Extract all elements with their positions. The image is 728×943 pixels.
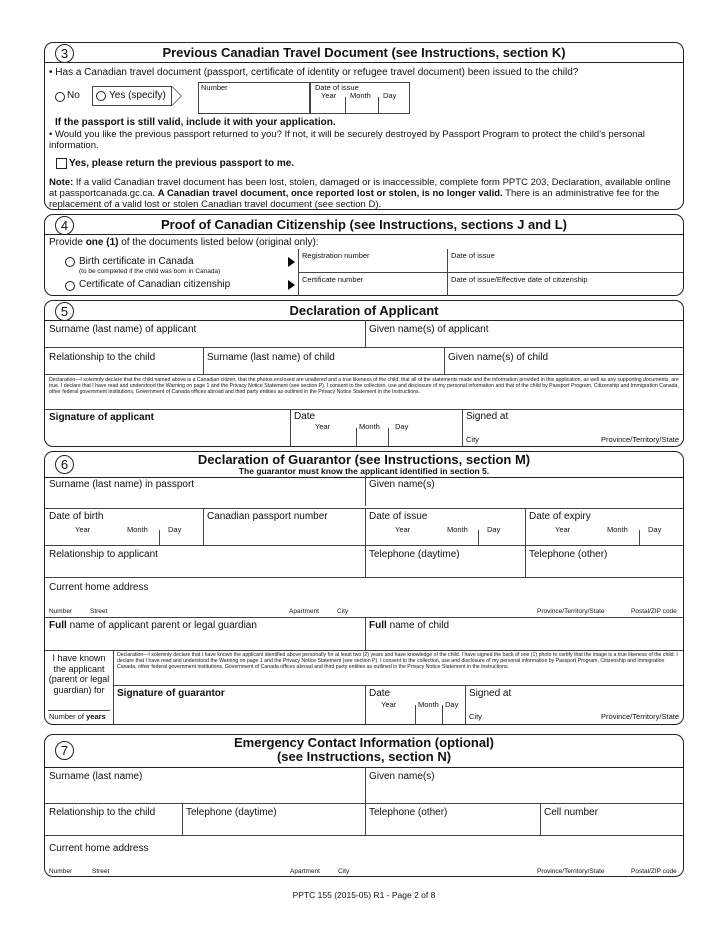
section-5-header: [45, 301, 683, 321]
date-divider: [345, 97, 346, 114]
citizenship-date-label[interactable]: Date of issue/Effective date of citizenship: [451, 275, 588, 284]
s5-row-divider: [45, 409, 683, 410]
year-label: Year: [315, 422, 331, 431]
citizenship-certificate-label: Certificate of Canadian citizenship: [79, 279, 231, 290]
addr-city-label: City: [337, 608, 349, 615]
yes-radio[interactable]: [96, 91, 106, 101]
years-pre: Number of: [49, 712, 85, 721]
year-label: Year: [555, 525, 571, 534]
s5-divider: [462, 409, 463, 447]
relationship-field[interactable]: Relationship to the child: [49, 352, 156, 363]
section-proof-of-citizenship: [44, 214, 684, 296]
note-text: If a valid Canadian travel document has been lost, stolen, damaged or is inaccessible, complete form PPTC 203, Declaration, available online at passportcanada.gc.ca.: [49, 177, 671, 199]
number-of-years-field[interactable]: [49, 712, 106, 721]
date-of-issue-label: Date of issue: [315, 83, 359, 92]
birth-arrow-icon: [288, 257, 295, 267]
note-label: Note:: [49, 177, 74, 188]
date-divider: [478, 530, 479, 545]
applicant-declaration-text: Declaration—I solemnly declare that the child named above is a Canadian citizen, that the photos enclosed are unaltered and a true likeness of the child, that all of the statements made and the information provided in this application, as well as any supporting documents, are true. I declare that I have read and understood the Warning on page 1 and the Privacy Notice Statement (see section P). I consent to the collection, use and disclosure of my personal information and that of the child by Passport Program, Citizenship and Immigration Canada, other federal government institutions, Government of Canada offices abroad and third party entities as outlined in the Privacy Notice Statement in the Instructions.: [49, 377, 679, 396]
section-4-title: Proof of Canadian Citizenship (see Instructions, sections J and L): [161, 217, 567, 232]
section-6-subtitle: The guarantor must know the applicant identified in section 5.: [238, 466, 490, 476]
s6-divider: [365, 617, 366, 650]
s6-row-divider: [113, 685, 683, 686]
applicant-surname-field[interactable]: Surname (last name) of applicant: [49, 324, 197, 335]
number-label: Number: [201, 83, 228, 92]
certificate-number-label[interactable]: Certificate number: [302, 275, 364, 284]
birth-certificate-radio[interactable]: [65, 257, 75, 267]
city-label: City: [469, 712, 482, 721]
day-label: Day: [648, 525, 662, 534]
passport-number-field[interactable]: Canadian passport number: [207, 511, 328, 522]
guarantor-issue-date-field[interactable]: Date of issue: [369, 511, 428, 522]
year-label: Year: [321, 91, 337, 100]
citizenship-arrow-icon: [288, 280, 295, 290]
return-passport-checkbox[interactable]: [56, 158, 67, 169]
month-label: Month: [350, 91, 371, 100]
month-label: Month: [447, 525, 468, 534]
guarantor-tel-day-field[interactable]: Telephone (daytime): [369, 549, 460, 560]
section-6-number: 6: [55, 455, 74, 474]
s7-divider: [365, 767, 366, 803]
birth-date-of-issue-label[interactable]: Date of issue: [451, 251, 495, 260]
s7-row-divider: [45, 803, 683, 804]
date-divider: [639, 530, 640, 545]
birth-certificate-label: Birth certificate in Canada: [79, 256, 194, 267]
city-label: City: [466, 435, 479, 444]
parent-full-name-field[interactable]: [49, 620, 257, 631]
month-label: Month: [418, 700, 439, 709]
year-label: Year: [395, 525, 411, 534]
s5-divider: [203, 347, 204, 374]
addr-street-label: Street: [92, 868, 110, 875]
section-7-subtitle: (see Instructions, section N): [276, 749, 452, 764]
section-7-number: 7: [55, 741, 74, 760]
s6-row-divider: [45, 650, 683, 651]
contact-address-field[interactable]: Current home address: [49, 843, 149, 854]
provide-post: of the documents listed below (original only):: [121, 237, 319, 248]
contact-tel-day-field[interactable]: Telephone (daytime): [186, 807, 277, 818]
s7-row-divider: [45, 835, 683, 836]
lost-passport-note: [49, 177, 681, 210]
guarantor-address-field[interactable]: Current home address: [49, 582, 149, 593]
guarantor-signature-field[interactable]: Signature of guarantor: [117, 688, 225, 699]
section-6-title: Declaration of Guarantor (see Instructions, section M): [197, 452, 531, 467]
child-surname-field[interactable]: Surname (last name) of child: [207, 352, 335, 363]
yes-pointer-inner: [172, 87, 181, 105]
addr-street-label: Street: [90, 608, 108, 615]
return-passport-label: Yes, please return the previous passport to me.: [69, 158, 295, 169]
s6-divider: [365, 508, 366, 545]
s6-divider: [525, 508, 526, 545]
day-label: Day: [168, 525, 182, 534]
month-label: Month: [359, 422, 380, 431]
section-3-number: 3: [55, 44, 74, 63]
section-3-header: [45, 43, 683, 63]
provide-instruction: [49, 237, 319, 248]
s7-divider: [182, 803, 183, 835]
parent-bold: Full: [49, 620, 67, 631]
s6-row-divider: [45, 617, 683, 618]
s6-divider: [525, 545, 526, 577]
years-bold: years: [86, 712, 106, 721]
addr-number-label: Number: [49, 868, 73, 875]
applicant-signature-field[interactable]: Signature of applicant: [49, 412, 155, 423]
date-divider: [388, 428, 389, 447]
parent-rest: name of applicant parent or legal guardian: [69, 620, 257, 631]
birth-certificate-note: (to be completed if the child was born in Canada): [79, 268, 221, 275]
day-label: Day: [395, 422, 409, 431]
no-label: No: [67, 90, 80, 101]
date-divider: [415, 705, 416, 725]
guarantor-declaration-text: Declaration—I solemnly declare that I have known the applicant identified above personally for at least two (2) years and have knowledge of the child. I have signed the back of one (1) photo to certify that the image is a true likeness of the child. I declare that I have read and understood the Warning on page 1 and the Privacy Notice Statement (see section P). I consent to the collection, use and disclosure of my personal information by Passport Program, Citizenship and Immigration Canada, other federal government institutions, Government of Canada offices abroad and third party entities as outlined in the Privacy Notice Statement in the Instructions.: [117, 652, 678, 671]
known-applicant-label: I have known the applicant (parent or legal guardian) for: [48, 653, 110, 695]
years-line: [48, 710, 110, 711]
guarantor-dob-field[interactable]: Date of birth: [49, 511, 104, 522]
s5-divider: [290, 409, 291, 447]
month-label: Month: [607, 525, 628, 534]
s7-divider: [365, 803, 366, 835]
section-declaration-of-guarantor: [44, 451, 684, 725]
guarantor-signed-at-field[interactable]: Signed at: [469, 688, 512, 699]
addr-city-label: City: [338, 868, 350, 875]
day-label: Day: [487, 525, 501, 534]
day-label: Day: [445, 700, 459, 709]
section-5-title: Declaration of Applicant: [289, 303, 439, 318]
addr-apartment-label: Apartment: [289, 608, 319, 615]
return-question: • Would you like the previous passport returned to you? If not, it will be securely destroyed by Passport Program to protect the child's personal information.: [49, 129, 645, 151]
s7-divider: [540, 803, 541, 835]
s6-divider: [465, 685, 466, 725]
return-question-text: Would you like the previous passport returned to you? If not, it will be securely destroyed by Passport Program to protect the child's personal information.: [49, 129, 645, 151]
addr-province-label: Province/Territory/State: [537, 868, 605, 875]
section-previous-travel-document: [44, 42, 684, 210]
s5-divider: [444, 347, 445, 374]
guarantor-tel-other-field[interactable]: Telephone (other): [529, 549, 608, 560]
s6-divider: [365, 545, 366, 577]
province-label: Province/Territory/State: [601, 435, 679, 444]
citizenship-certificate-radio[interactable]: [65, 281, 75, 291]
contact-cell-field[interactable]: Cell number: [544, 807, 598, 818]
addr-number-label: Number: [49, 608, 73, 615]
section-emergency-contact: [44, 734, 684, 877]
provide-bold: one (1): [85, 237, 119, 248]
s6-row-divider: [45, 577, 683, 578]
note-bold-text: A Canadian travel document, once reported lost or stolen, is no longer valid.: [157, 188, 503, 199]
s5-row-divider: [45, 347, 683, 348]
contact-tel-other-field[interactable]: Telephone (other): [369, 807, 448, 818]
applicant-signed-at-field[interactable]: Signed at: [466, 411, 509, 422]
guarantor-expiry-date-field[interactable]: Date of expiry: [529, 511, 591, 522]
provide-pre: Provide: [49, 237, 83, 248]
s6-divider: [365, 685, 366, 725]
addr-postal-label: Postal/ZIP code: [631, 608, 677, 615]
yes-label: Yes (specify): [109, 90, 166, 101]
date-divider: [159, 530, 160, 545]
contact-given-field[interactable]: Given name(s): [369, 771, 435, 782]
s6-divider: [113, 650, 114, 725]
s5-row-divider: [45, 374, 683, 375]
section-7-header: [45, 735, 683, 768]
section-3-title: Previous Canadian Travel Document (see Instructions, section K): [162, 45, 566, 60]
section-6-header: [45, 452, 683, 478]
child-given-field[interactable]: Given name(s) of child: [448, 352, 549, 363]
page-footer: PPTC 155 (2015-05) R1 - Page 2 of 8: [292, 890, 436, 900]
guarantor-surname-field[interactable]: Surname (last name) in passport: [49, 479, 195, 490]
section-4-header: [45, 215, 683, 235]
date-divider: [356, 428, 357, 447]
date-divider: [378, 97, 379, 114]
day-label: Day: [383, 91, 397, 100]
province-label: Province/Territory/State: [601, 712, 679, 721]
guarantor-date-field[interactable]: Date: [369, 688, 391, 699]
section-7-title: Emergency Contact Information (optional): [233, 735, 494, 750]
travel-doc-question-text: Has a Canadian travel document (passport, certificate of identity or refugee travel document) been issued to the child?: [55, 67, 579, 78]
year-label: Year: [75, 525, 91, 534]
addr-province-label: Province/Territory/State: [537, 608, 605, 615]
month-label: Month: [127, 525, 148, 534]
s4-row-divider: [298, 272, 683, 273]
s6-divider: [365, 476, 366, 506]
applicant-date-field[interactable]: Date: [294, 411, 316, 422]
s6-divider: [203, 508, 204, 545]
guarantor-relationship-field[interactable]: Relationship to applicant: [49, 549, 158, 560]
passport-valid-note: If the passport is still valid, include it with your application.: [55, 117, 336, 128]
child-bold: Full: [369, 620, 387, 631]
section-declaration-of-applicant: [44, 300, 684, 447]
section-5-number: 5: [55, 302, 74, 321]
contact-relationship-field[interactable]: Relationship to the child: [49, 807, 156, 818]
guarantor-given-field[interactable]: Given name(s): [369, 479, 435, 490]
s6-row-divider: [45, 508, 683, 509]
applicant-given-field[interactable]: Given name(s) of applicant: [369, 324, 489, 335]
registration-number-label[interactable]: Registration number: [302, 251, 370, 260]
note-end-text: There is an administrative fee for the replacement of a valid lost or stolen Canadian travel document (see section D).: [49, 188, 660, 210]
section-4-number: 4: [55, 216, 74, 235]
addr-postal-label: Postal/ZIP code: [631, 868, 677, 875]
s5-divider: [365, 320, 366, 347]
year-label: Year: [381, 700, 397, 709]
child-rest: name of child: [389, 620, 450, 631]
travel-doc-question: • Has a Canadian travel document (passport, certificate of identity or refugee travel document) been issued to the child?: [49, 67, 579, 78]
child-full-name-field[interactable]: [369, 620, 449, 631]
contact-surname-field[interactable]: Surname (last name): [49, 771, 143, 782]
date-divider: [442, 705, 443, 725]
s6-row-divider: [45, 545, 683, 546]
addr-apartment-label: Apartment: [290, 868, 320, 875]
no-radio[interactable]: [55, 92, 65, 102]
